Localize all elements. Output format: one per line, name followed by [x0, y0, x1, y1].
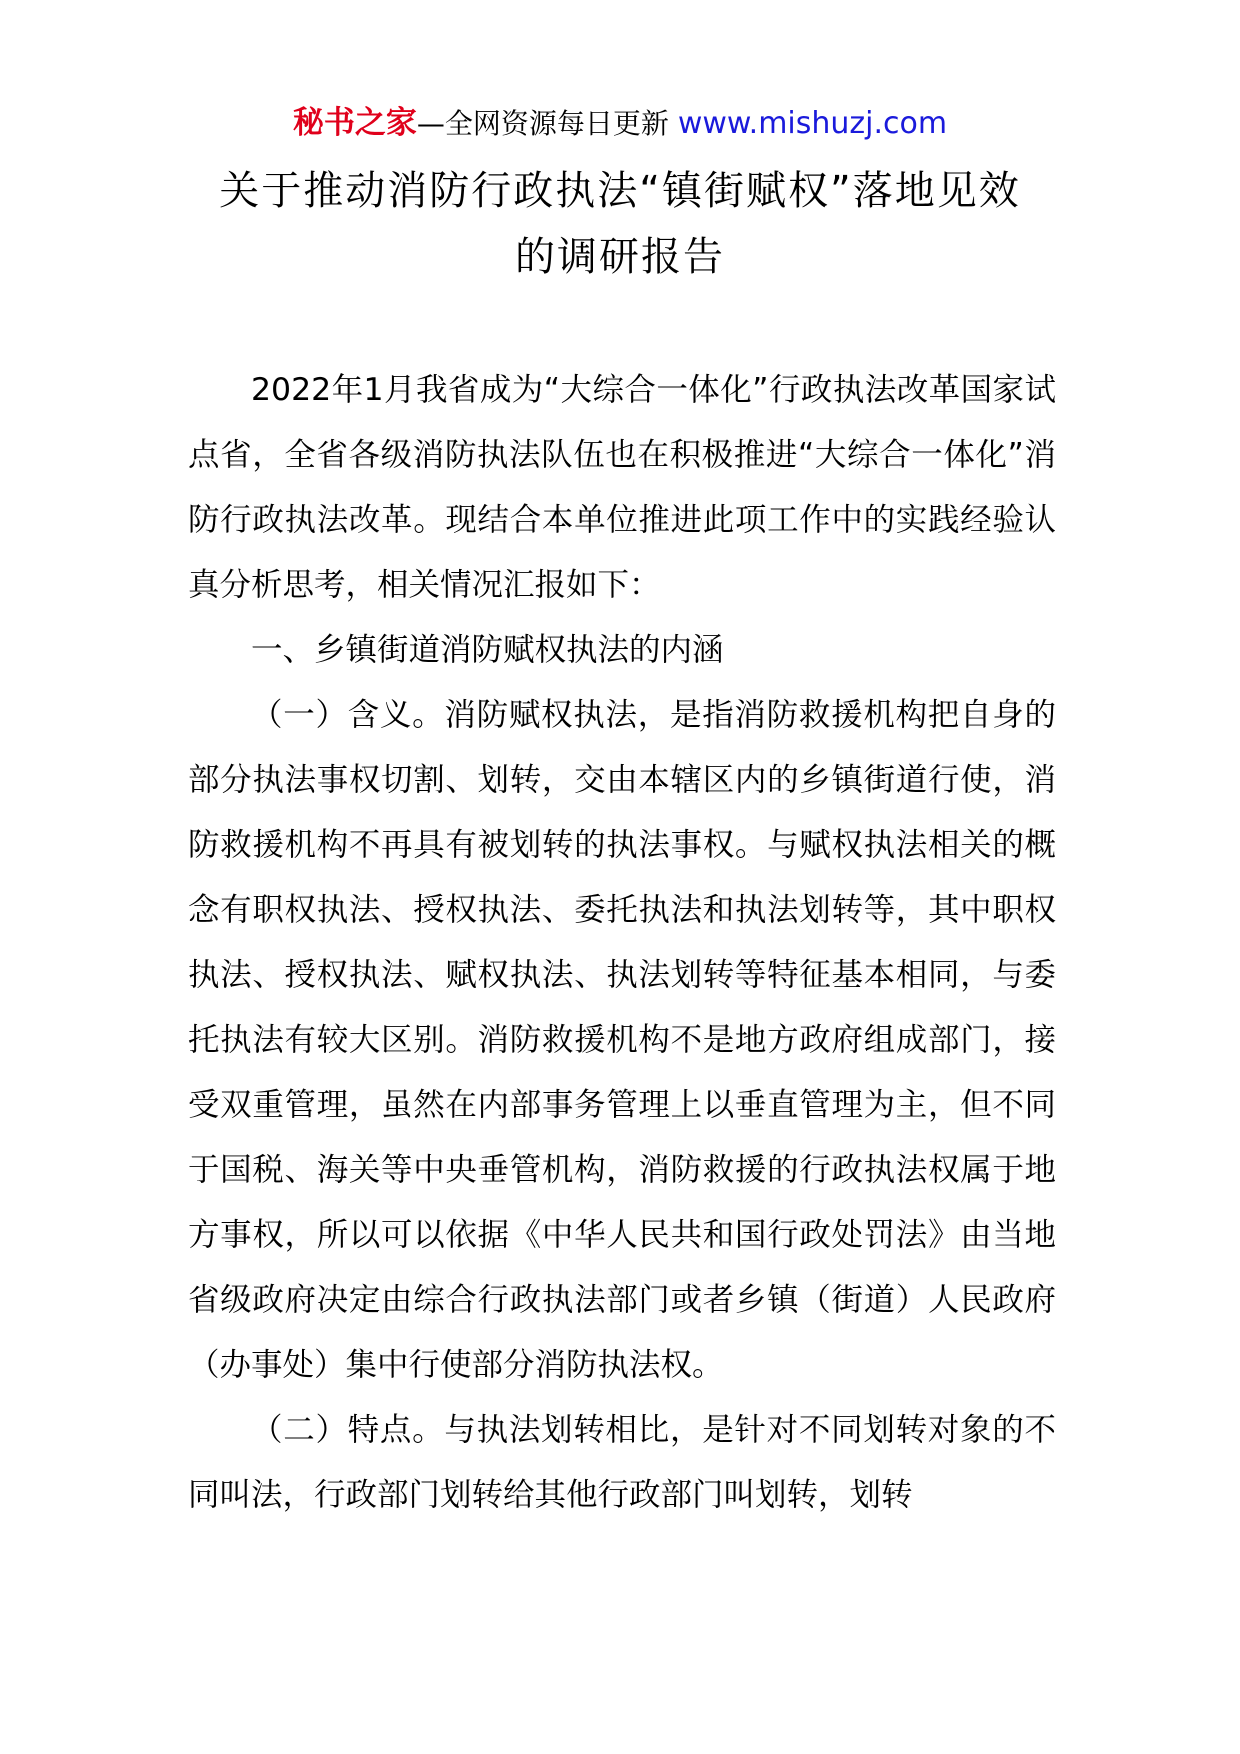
document-body — [188, 358, 1056, 1528]
paragraph-intro: 2022年1月我省成为“大综合一体化”行政执法改革国家试点省，全省各级消防执法队伍也在积极推进“大综合一体化”消防行政执法改革。现结合本单位推进此项工作中的实践经验认真分析思考，相关情况汇报如下： — [188, 372, 1056, 603]
site-url-link[interactable]: www.mishuzj.com — [677, 106, 948, 141]
brand-name: 秘书之家 — [292, 105, 417, 141]
title-line-2: 的调研报告 — [515, 234, 725, 280]
title-line-1: 关于推动消防行政执法“镇街赋权”落地见效 — [219, 168, 1021, 214]
paragraph-features: （二）特点。与执法划转相比，是针对不同划转对象的不同叫法，行政部门划转给其他行政部门叫划转，划转 — [188, 1412, 1056, 1513]
site-header — [0, 103, 1240, 144]
header-slogan: —全网资源每日更新 — [416, 107, 669, 140]
section-heading-1: 一、乡镇街道消防赋权执法的内涵 — [251, 632, 724, 668]
document-title — [160, 158, 1080, 290]
paragraph-definition: （一）含义。消防赋权执法，是指消防救援机构把自身的部分执法事权切割、划转，交由本辖区内的乡镇街道行使，消防救援机构不再具有被划转的执法事权。与赋权执法相关的概念有职权执法、授权执法、委托执法和执法划转等，其中职权执法、授权执法、赋权执法、执法划转等特征基本相同，与委托执法有较大区别。消防救援机构不是地方政府组成部门，接受双重管理，虽然在内部事务管理上以垂直管理为主，但不同于国税、海关等中央垂管机构，消防救援的行政执法权属于地方事权，所以可以依据《中华人民共和国行政处罚法》由当地省级政府决定由综合行政执法部门或者乡镇（街道）人民政府（办事处）集中行使部分消防执法权。 — [188, 697, 1056, 1383]
